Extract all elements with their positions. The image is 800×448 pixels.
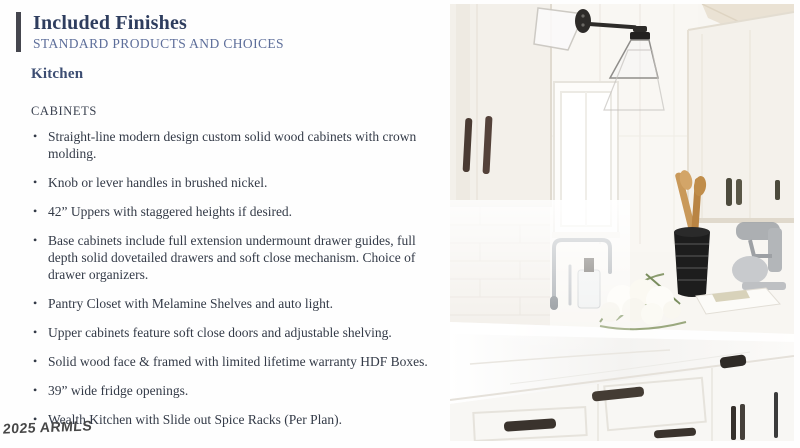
list-item: • Upper cabinets feature soft close doors and adjustable shelving. bbox=[31, 324, 434, 341]
mls-watermark: 2025 ARMLS bbox=[2, 417, 93, 437]
list-item: • Solid wood face & framed with limited lifetime warranty HDF Boxes. bbox=[31, 353, 434, 370]
list-item: • 42” Uppers with staggered heights if desired. bbox=[31, 203, 434, 220]
page-subtitle: STANDARD PRODUCTS AND CHOICES bbox=[33, 36, 284, 51]
list-item: • 39” wide fridge openings. bbox=[31, 382, 434, 399]
section-heading: Kitchen bbox=[31, 66, 84, 82]
header-titles bbox=[33, 12, 284, 52]
list-item: • Wealth Kitchen with Slide out Spice Racks (Per Plan). bbox=[31, 411, 434, 428]
section-subheading: CABINETS bbox=[31, 104, 97, 118]
list-item: • Base cabinets include full extension undermount drawer guides, full depth solid dovetailed drawers and soft close mechanism. Choice of drawer organizers. bbox=[31, 232, 434, 283]
light-glow bbox=[450, 200, 630, 360]
list-item: • Pantry Closet with Melamine Shelves and auto light. bbox=[31, 295, 434, 312]
page-title: Included Finishes bbox=[33, 12, 188, 34]
list-item: • Knob or lever handles in brushed nickel. bbox=[31, 174, 434, 191]
list-item: • Straight-line modern design custom solid wood cabinets with crown molding. bbox=[31, 128, 434, 162]
kitchen-photo bbox=[450, 4, 794, 441]
feature-list bbox=[31, 128, 434, 440]
page-header bbox=[16, 12, 284, 52]
accent-bar bbox=[16, 12, 21, 52]
